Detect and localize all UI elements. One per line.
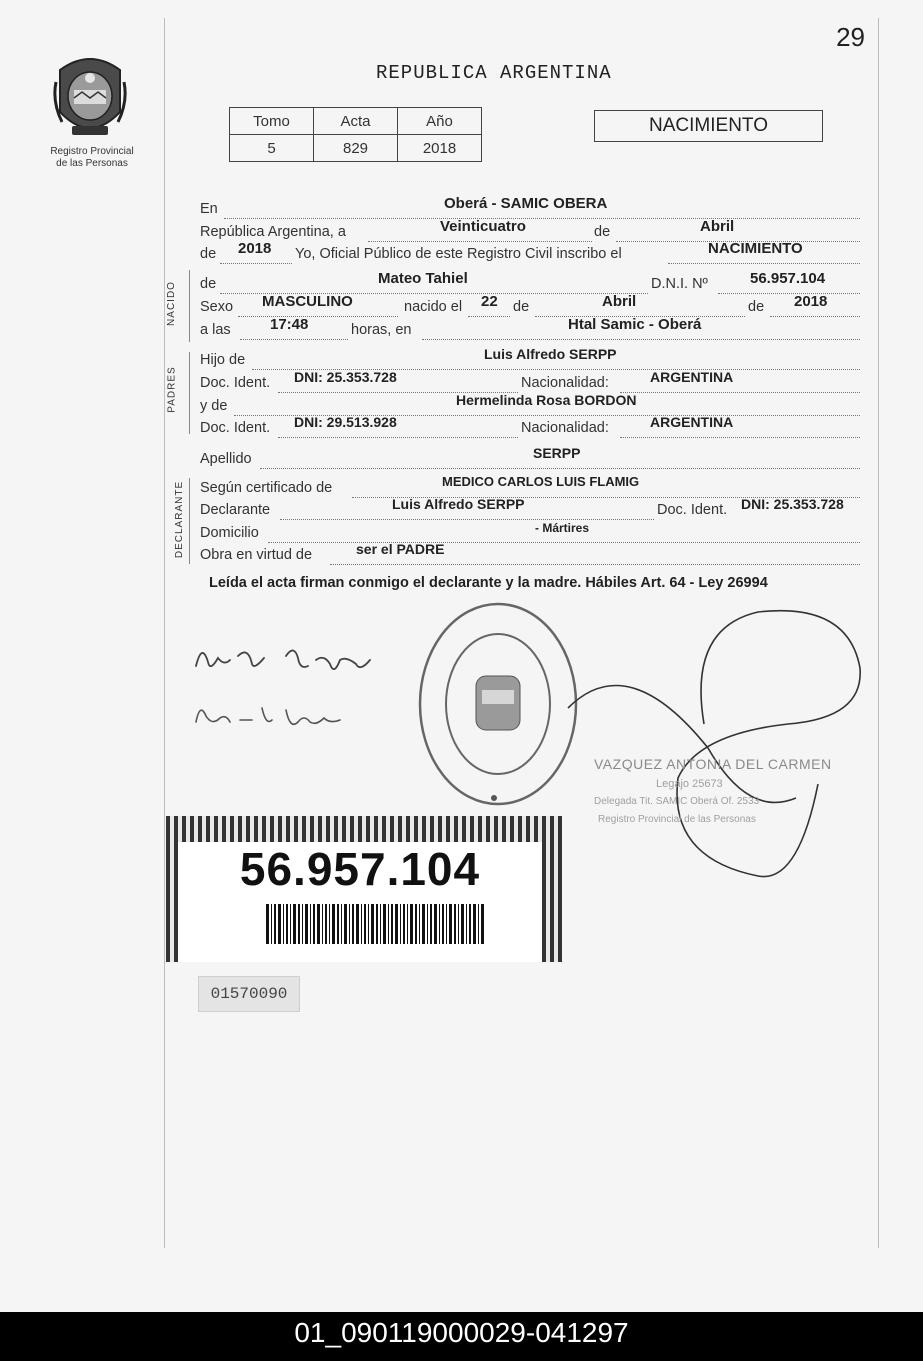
dotted-line [280, 518, 654, 520]
tipo-value: NACIMIENTO [708, 240, 803, 257]
label-nacionalidad: Nacionalidad: [521, 420, 609, 436]
madre-nac-value: ARGENTINA [650, 414, 734, 430]
acta-header: Acta [314, 108, 398, 135]
logo-caption-line1: Registro Provincial [50, 146, 134, 157]
label-doc-ident: Doc. Ident. [200, 375, 271, 391]
row-hora [200, 316, 860, 342]
dotted-line [240, 338, 348, 340]
signature-declarante [190, 636, 390, 684]
dotted-line [238, 315, 398, 317]
closing-text: Leída el acta firman conmigo el declarante y la madre. Hábiles Art. 64 - Ley 26994 [209, 575, 768, 591]
lugar-value: Oberá - SAMIC OBERA [444, 195, 608, 212]
madre-doc-value: DNI: 29.513.928 [294, 414, 397, 430]
row-apellido [200, 445, 860, 471]
label-horas-en: horas, en [351, 322, 412, 338]
label-declarante: Declarante [200, 502, 271, 518]
register-header-row [230, 108, 482, 135]
sidebar-padres [165, 352, 190, 434]
sexo-value: MASCULINO [262, 293, 353, 310]
side-label-declarante: DECLARANTE [174, 480, 186, 559]
label-hijo-de: Hijo de [200, 352, 246, 368]
dotted-line [422, 338, 860, 340]
row-inscribo [200, 240, 860, 266]
hora-value: 17:48 [270, 316, 309, 333]
mes-value: Abril [700, 218, 735, 235]
dotted-line [718, 292, 860, 294]
row-domicilio [200, 521, 860, 545]
side-label-nacido: NACIDO [165, 281, 177, 326]
label-republica: República Argentina, a [200, 224, 346, 240]
dotted-line [330, 563, 860, 565]
label-yo: Yo, Oficial Público de este Registro Civil inscribo el [295, 246, 622, 262]
anio-value: 2018 [398, 135, 482, 162]
label-nacido-el: nacido el [404, 299, 463, 315]
left-margin-line [164, 18, 165, 1248]
tomo-header: Tomo [230, 108, 314, 135]
label-doc-ident: Doc. Ident. [200, 420, 271, 436]
domicilio-value: - Mártires [535, 521, 590, 535]
label-nacionalidad: Nacionalidad: [521, 375, 609, 391]
barcode-icon [266, 904, 486, 944]
register-value-row [230, 135, 482, 162]
dotted-line [770, 315, 860, 317]
nombre-value: Mateo Tahiel [378, 270, 468, 287]
record-type-box: NACIMIENTO [594, 110, 823, 142]
dotted-line [368, 240, 592, 242]
padre-nac-value: ARGENTINA [650, 369, 734, 385]
nac-anio-value: 2018 [794, 293, 828, 310]
label-de: de [200, 246, 217, 262]
label-en: En [200, 201, 218, 217]
label-sexo: Sexo [200, 299, 234, 315]
footer-code: 01_090119000029-041297 [0, 1312, 923, 1361]
nac-dia-value: 22 [481, 293, 498, 310]
sidebar-nacido [165, 270, 190, 342]
province-crest-icon [52, 52, 128, 142]
label-dni: D.N.I. Nº [651, 276, 708, 292]
label-obra: Obra en virtud de [200, 547, 313, 563]
nac-mes-value: Abril [602, 293, 637, 310]
label-domicilio: Domicilio [200, 525, 259, 541]
dotted-line [278, 436, 518, 438]
control-number: 01570090 [198, 976, 300, 1012]
anio-header: Año [398, 108, 482, 135]
label-de: de [513, 299, 530, 315]
dni-value: 56.957.104 [750, 270, 826, 287]
dotted-line [620, 391, 860, 393]
official-stamp-name: VAZQUEZ ANTONIA DEL CARMEN [594, 756, 832, 772]
declarante-value: Luis Alfredo SERPP [392, 496, 525, 512]
dotted-line [220, 262, 292, 264]
padre-value: Luis Alfredo SERPP [484, 346, 617, 362]
signature-madre [190, 696, 360, 736]
official-stamp-line3: Delegada Tit. SAMIC Oberá Of. 2533 [594, 796, 760, 807]
acta-value: 829 [314, 135, 398, 162]
sticker-number: 56.957.104 [239, 843, 481, 895]
register-table [229, 107, 482, 162]
side-label-padres: PADRES [166, 366, 178, 413]
certificado-value: MEDICO CARLOS LUIS FLAMIG [442, 474, 640, 489]
dotted-line [620, 436, 860, 438]
row-obra [200, 541, 860, 567]
dotted-line [468, 315, 510, 317]
official-stamp-line2: Legajo 25673 [656, 778, 723, 790]
official-signature [548, 608, 864, 884]
label-doc-ident: Doc. Ident. [657, 502, 728, 518]
sidebar-declarante [165, 478, 190, 564]
label-segun: Según certificado de [200, 480, 333, 496]
label-a-las: a las [200, 322, 231, 338]
row-declarante [200, 496, 860, 522]
label-apellido: Apellido [200, 451, 252, 467]
row-en [200, 195, 860, 221]
dotted-line [224, 217, 860, 219]
label-de: de [594, 224, 611, 240]
dotted-line [668, 262, 860, 264]
declarante-doc-value: DNI: 25.353.728 [741, 496, 844, 512]
apellido-value: SERPP [533, 445, 581, 461]
padre-doc-value: DNI: 25.353.728 [294, 369, 397, 385]
document-title: REPUBLICA ARGENTINA [376, 62, 612, 84]
page-number: 29 [836, 22, 865, 52]
anio-value: 2018 [238, 240, 272, 257]
label-de: de [200, 276, 217, 292]
dia-value: Veinticuatro [440, 218, 526, 235]
label-de: de [748, 299, 765, 315]
logo-caption-line2: de las Personas [56, 158, 128, 169]
madre-value: Hermelinda Rosa BORDON [456, 392, 637, 408]
official-stamp-line4: Registro Provincial de las Personas [598, 814, 756, 825]
logo-caption [36, 146, 148, 170]
dotted-line [260, 467, 860, 469]
lugar-nac-value: Htal Samic - Oberá [568, 316, 702, 333]
label-y-de: y de [200, 398, 228, 414]
tomo-value: 5 [230, 135, 314, 162]
right-margin-line [878, 18, 879, 1248]
obra-value: ser el PADRE [356, 541, 445, 557]
row-madre-doc [200, 414, 860, 440]
